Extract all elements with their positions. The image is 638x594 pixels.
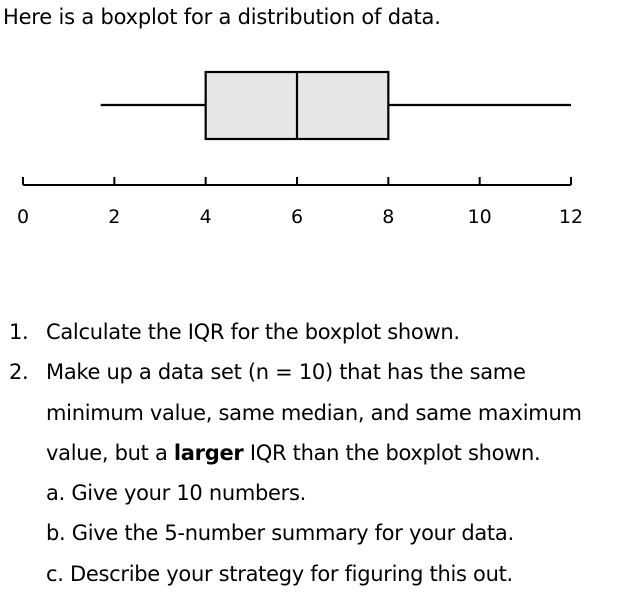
sub-question-b — [0, 513, 638, 553]
axis-tick-label-10: 10 — [467, 206, 492, 228]
sub-question-a-text: a. Give your 10 numbers. — [46, 481, 307, 506]
question-2-emphasis: larger — [173, 440, 244, 465]
question-1-text: Calculate the IQR for the boxplot shown. — [46, 320, 460, 344]
axis-tick-label-6: 6 — [290, 206, 304, 228]
question-2-line-1: Make up a data set (n = 10) that has the same — [46, 360, 526, 385]
question-2-line-3 — [46, 433, 540, 473]
question-2-number: 2. — [9, 360, 29, 385]
question-2-cont-2 — [0, 433, 638, 473]
question-2-cont-1 — [0, 393, 638, 433]
sub-question-b-text: b. Give the 5-number summary for your data. — [46, 521, 514, 546]
boxplot-chart — [0, 55, 638, 235]
question-list — [0, 312, 638, 594]
question-2 — [0, 352, 638, 392]
question-2-line-3-post: IQR than the boxplot shown. — [243, 440, 541, 465]
axis-tick-label-2: 2 — [108, 206, 121, 228]
intro-text: Here is a boxplot for a distribution of data. — [3, 5, 441, 29]
question-1-number: 1. — [9, 320, 29, 344]
sub-question-c-text: c. Describe your strategy for figuring this out. — [46, 561, 513, 586]
question-2-line-2: minimum value, same median, and same maximum — [46, 400, 582, 425]
axis-tick-label-8: 8 — [382, 206, 395, 228]
question-1 — [0, 312, 638, 352]
axis-tick-label-0: 0 — [16, 206, 30, 228]
sub-question-a — [0, 473, 638, 513]
question-2-line-3-pre: value, but a — [46, 440, 174, 465]
sub-question-c — [0, 554, 638, 594]
axis-tick-label-12: 12 — [558, 206, 584, 228]
axis-tick-label-4: 4 — [199, 206, 212, 228]
